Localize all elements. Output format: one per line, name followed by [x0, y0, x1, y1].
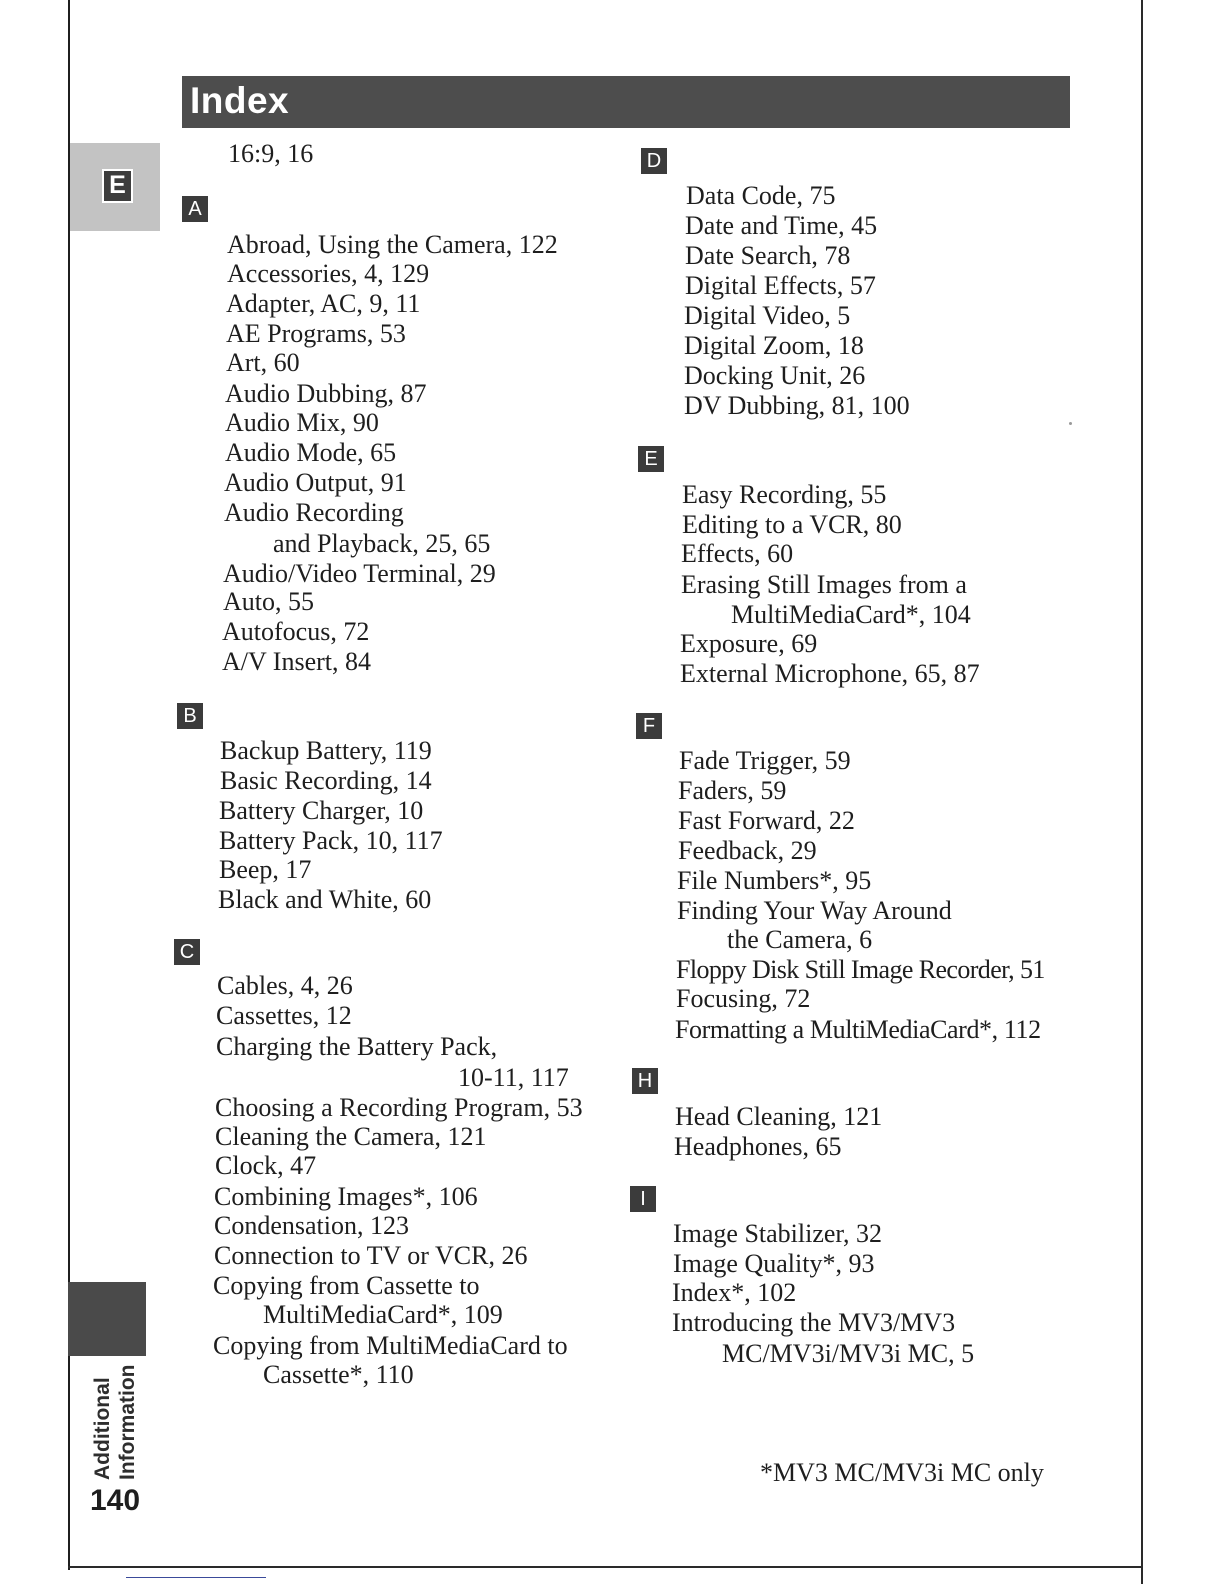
index-entry: A/V Insert, 84	[222, 647, 372, 676]
index-entry: Index*, 102	[672, 1278, 797, 1307]
page-number: 140	[90, 1484, 141, 1517]
index-entry: Finding Your Way Around	[677, 896, 952, 925]
letter-heading-e: E	[638, 446, 664, 472]
index-entry: Backup Battery, 119	[220, 736, 432, 765]
title-bar	[182, 76, 1070, 128]
index-entry: Feedback, 29	[678, 836, 817, 865]
index-entry: Editing to a VCR, 80	[682, 510, 902, 539]
index-entry: Art, 60	[226, 348, 300, 377]
index-entry: Exposure, 69	[680, 629, 818, 658]
index-entry: Audio Mix, 90	[225, 408, 379, 437]
index-entry: Focusing, 72	[676, 984, 811, 1013]
letter-heading-b: B	[177, 703, 203, 729]
index-entry: the Camera, 6	[727, 925, 873, 954]
letter-heading-i: I	[630, 1186, 656, 1212]
index-entry: Audio Dubbing, 87	[225, 379, 427, 408]
index-entry: Image Quality*, 93	[673, 1249, 875, 1278]
index-entry: Combining Images*, 106	[214, 1182, 478, 1211]
index-entry: Battery Charger, 10	[219, 796, 424, 825]
section-label-line2: Information	[116, 1364, 139, 1480]
index-entry: Formatting a MultiMediaCard*, 112	[675, 1015, 1041, 1044]
page-border-bottom	[68, 1566, 1143, 1568]
index-entry: Easy Recording, 55	[682, 480, 887, 509]
index-entry: Cleaning the Camera, 121	[215, 1122, 487, 1151]
index-entry: MultiMediaCard*, 104	[731, 600, 971, 629]
index-entry: Effects, 60	[681, 539, 794, 568]
index-entry: Audio Recording	[224, 498, 404, 527]
bottom-mark	[126, 1577, 266, 1578]
footnote: *MV3 MC/MV3i MC only	[760, 1458, 1044, 1487]
index-entry: Autofocus, 72	[222, 617, 370, 646]
index-entry: Beep, 17	[219, 855, 312, 884]
index-entry: Faders, 59	[678, 776, 787, 805]
index-entry: Fast Forward, 22	[678, 806, 855, 835]
index-entry: AE Programs, 53	[226, 319, 406, 348]
page-border-right	[1141, 0, 1143, 1584]
index-entry: Copying from MultiMediaCard to	[213, 1331, 568, 1360]
speck	[1069, 422, 1072, 425]
index-entry: Digital Video, 5	[684, 301, 851, 330]
index-entry: Charging the Battery Pack,	[216, 1032, 498, 1061]
index-entry: Date and Time, 45	[685, 211, 878, 240]
index-entry: Erasing Still Images from a	[681, 570, 967, 599]
index-entry: Introducing the MV3/MV3	[672, 1308, 956, 1337]
language-tab	[70, 143, 160, 231]
index-entry: Abroad, Using the Camera, 122	[227, 230, 558, 259]
index-entry: Auto, 55	[223, 587, 314, 616]
index-entry: Adapter, AC, 9, 11	[226, 289, 421, 318]
index-entry: Audio Output, 91	[224, 468, 407, 497]
letter-heading-a: A	[182, 196, 208, 222]
index-entry: Battery Pack, 10, 117	[219, 826, 443, 855]
index-entry: Basic Recording, 14	[220, 766, 432, 795]
index-entry: Black and White, 60	[218, 885, 432, 914]
index-entry: File Numbers*, 95	[677, 866, 872, 895]
index-entry: 10-11, 117	[458, 1063, 569, 1092]
index-entry: Floppy Disk Still Image Recorder, 51	[676, 955, 1045, 984]
index-entry: Data Code, 75	[686, 181, 836, 210]
index-entry: MultiMediaCard*, 109	[263, 1300, 503, 1329]
index-entry: Digital Effects, 57	[685, 271, 876, 300]
index-entry: Accessories, 4, 129	[227, 259, 430, 288]
page-title: Index	[190, 80, 290, 121]
index-entry: Condensation, 123	[214, 1211, 409, 1240]
index-entry: Image Stabilizer, 32	[673, 1219, 883, 1248]
letter-heading-d: D	[641, 148, 667, 174]
index-entry: and Playback, 25, 65	[273, 529, 491, 558]
index-entry: Audio Mode, 65	[225, 438, 397, 467]
section-label-line1: Additional	[91, 1377, 114, 1480]
section-tab	[68, 1282, 146, 1356]
index-entry: MC/MV3i/MV3i MC, 5	[722, 1339, 975, 1368]
index-entry: Cables, 4, 26	[217, 971, 353, 1000]
index-entry: Copying from Cassette to	[213, 1271, 480, 1300]
index-entry: Digital Zoom, 18	[684, 331, 864, 360]
index-entry: Choosing a Recording Program, 53	[215, 1093, 583, 1122]
section-label	[90, 1366, 146, 1480]
index-entry: Date Search, 78	[685, 241, 851, 270]
letter-heading-c: C	[174, 939, 200, 965]
language-letter: E	[102, 169, 133, 203]
index-entry: Cassettes, 12	[216, 1001, 352, 1030]
letter-heading-f: F	[636, 713, 662, 739]
index-entry: DV Dubbing, 81, 100	[684, 391, 910, 420]
index-entry: Headphones, 65	[674, 1132, 842, 1161]
index-entry: Docking Unit, 26	[684, 361, 866, 390]
index-entry: Audio/Video Terminal, 29	[223, 559, 496, 588]
index-entry: Connection to TV or VCR, 26	[214, 1241, 528, 1270]
index-entry: 16:9, 16	[228, 139, 314, 168]
index-entry: Clock, 47	[215, 1151, 317, 1180]
index-entry: External Microphone, 65, 87	[680, 659, 980, 688]
index-entry: Fade Trigger, 59	[679, 746, 851, 775]
index-entry: Head Cleaning, 121	[675, 1102, 883, 1131]
index-entry: Cassette*, 110	[263, 1360, 414, 1389]
letter-heading-h: H	[632, 1068, 658, 1094]
